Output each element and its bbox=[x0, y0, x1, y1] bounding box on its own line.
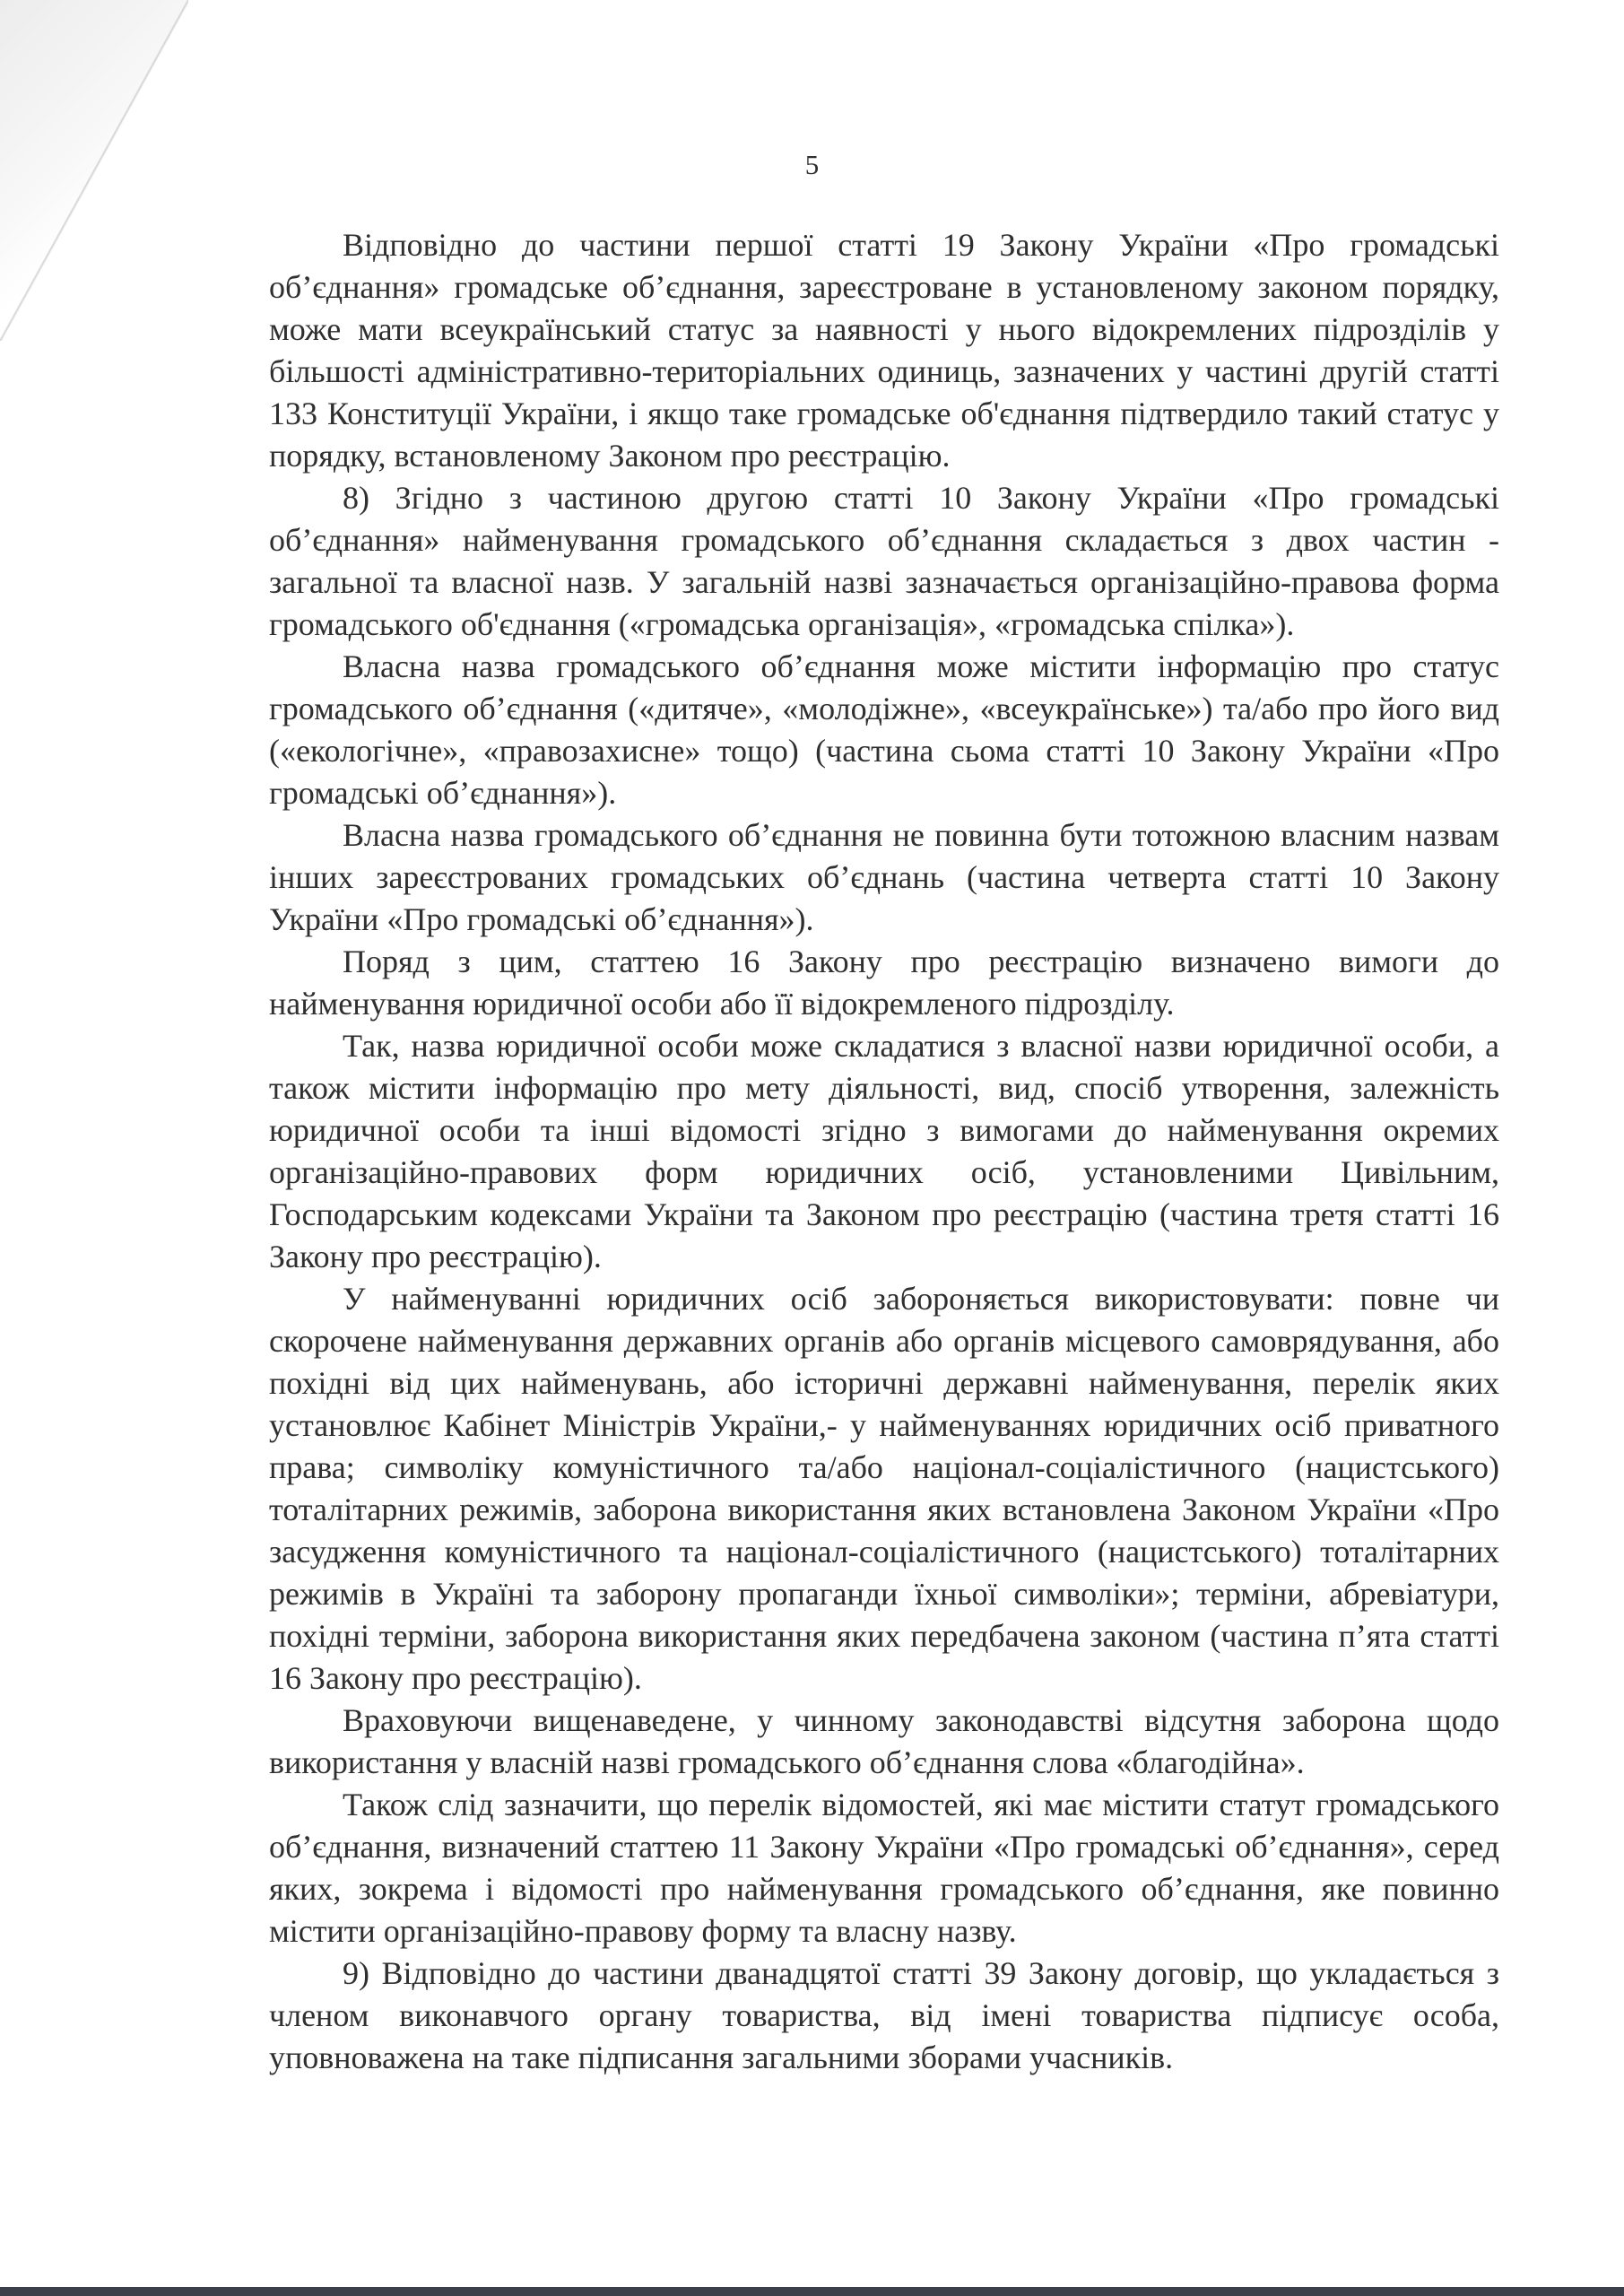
paragraph-8: Враховуючи вищенаведене, у чинному законодавстві відсутня заборона щодо використання у власній назві громадського об’єднання слова «благодійна». bbox=[269, 1702, 1499, 1780]
paragraph-5: Поряд з цим, статтею 16 Закону про реєстрацію визначено вимоги до найменування юридичної особи або її відокремленого підрозділу. bbox=[269, 944, 1499, 1022]
paragraph-2: 8) Згідно з частиною другою статті 10 Закону України «Про громадські об’єднання» найменування громадського об’єднання складається з двох частин - загальної та власної назв. У загальній назві зазначається організаційно-правова форма громадського об'єднання («громадська організація», «громадська спілка»). bbox=[269, 480, 1499, 642]
scanner-bottom-edge bbox=[0, 2287, 1624, 2296]
paragraph-4: Власна назва громадського об’єднання не повинна бути тотожною власним назвам інших зареєстрованих громадських об’єднань (частина четверта статті 10 Закону України «Про громадські об’єднання»). bbox=[269, 817, 1499, 937]
paragraph-7: У найменуванні юридичних осіб забороняється використовувати: повне чи скорочене найменування державних органів або органів місцевого самоврядування, або похідні від цих найменувань, або історичні державні найменування, перелік яких установлює Кабінет Міністрів України,- у найменуваннях юридичних осіб приватного права; символіку комуністичного та/або націонал-соціалістичного (нацистського) тоталітарних режимів, заборона використання яких встановлена Законом України «Про засудження комуністичного та націонал-соціалістичного (нацистського) тоталітарних режимів в Україні та заборону пропаганди їхньої символіки»; терміни, абревіатури, похідні терміни, заборона використання яких передбачена законом (частина п’ята статті 16 Закону про реєстрацію). bbox=[269, 1281, 1499, 1696]
document-body bbox=[269, 224, 1499, 2079]
paragraph-10: 9) Відповідно до частини дванадцятої статті 39 Закону договір, що укладається з членом виконавчого органу товариства, від імені товариства підписує особа, уповноважена на таке підписання загальними зборами учасників. bbox=[269, 1955, 1499, 2075]
paragraph-9: Також слід зазначити, що перелік відомостей, які має містити статут громадського об’єднання, визначений статтею 11 Закону України «Про громадські об’єднання», серед яких, зокрема і відомості про найменування громадського об’єднання, яке повинно містити організаційно-правову форму та власну назву. bbox=[269, 1787, 1499, 1949]
page-number: 5 bbox=[804, 149, 820, 180]
paragraph-1: Відповідно до частини першої статті 19 Закону України «Про громадські об’єднання» громадське об’єднання, зареєстроване в установленому законом порядку, може мати всеукраїнський статус за наявності у нього відокремлених підрозділів у більшості адміністративно-територіальних одиниць, зазначених у частині другій статті 133 Конституції України, і якщо таке громадське об'єднання підтвердило такий статус у порядку, встановленому Законом про реєстрацію. bbox=[269, 227, 1499, 474]
paragraph-6: Так, назва юридичної особи може складатися з власної назви юридичної особи, а також містити інформацію про мету діяльності, вид, спосіб утворення, залежність юридичної особи та інші відомості згідно з вимогами до найменування окремих організаційно-правових форм юридичних осіб, установленими Цивільним, Господарським кодексами України та Законом про реєстрацію (частина третя статті 16 Закону про реєстрацію). bbox=[269, 1028, 1499, 1274]
paragraph-3: Власна назва громадського об’єднання може містити інформацію про статус громадського об’єднання («дитяче», «молодіжне», «всеукраїнське») та/або про його вид («екологічне», «правозахисне» тощо) (частина сьома статті 10 Закону України «Про громадські об’єднання»). bbox=[269, 648, 1499, 811]
